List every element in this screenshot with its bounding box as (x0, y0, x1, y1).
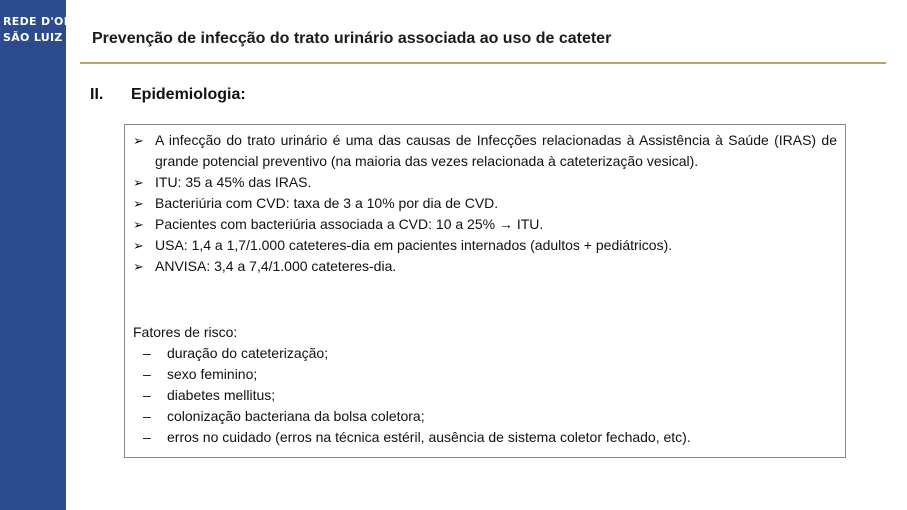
brand-logo (3, 14, 73, 46)
dash-icon: – (143, 366, 151, 382)
list-item-text: Pacientes com bacteriúria associada a CVD: 10 a 25% → ITU. (155, 216, 544, 232)
arrow-icon: ➢ (133, 196, 144, 211)
logo-line-2: SÃO LUIZ (3, 31, 63, 44)
dash-icon: – (143, 387, 151, 403)
list-item-text: A infecção do trato urinário é uma das causas de Infecções relacionadas à Assistência à Saúde (IRAS) de grande potencial preventivo (na maioria das vezes relacionada à cateterização vesical). (155, 132, 837, 169)
risk-factors (133, 322, 839, 448)
list-item-text: diabetes mellitus; (167, 387, 276, 403)
brand-sidebar (0, 0, 73, 510)
epidemiology-list (131, 130, 837, 277)
list-item-text: ITU: 35 a 45% das IRAS. (155, 174, 312, 190)
list-item (131, 235, 837, 256)
dash-icon: – (143, 408, 151, 424)
list-item (133, 343, 839, 364)
section-title: Epidemiologia: (131, 86, 246, 103)
arrow-icon: ➢ (133, 133, 144, 148)
title-divider (80, 62, 886, 64)
list-item (133, 364, 839, 385)
list-item-text: sexo feminino; (167, 366, 258, 382)
list-item (131, 256, 837, 277)
list-item-text: ANVISA: 3,4 a 7,4/1.000 cateteres-dia. (155, 258, 397, 274)
list-item-text: USA: 1,4 a 1,7/1.000 cateteres-dia em pacientes internados (adultos + pediátricos). (155, 237, 673, 253)
list-item-text: Bacteriúria com CVD: taxa de 3 a 10% por dia de CVD. (155, 195, 499, 211)
list-item (133, 385, 839, 406)
list-item-text: erros no cuidado (erros na técnica estéril, ausência de sistema coletor fechado, etc). (167, 429, 691, 445)
list-item-text: colonização bacteriana da bolsa coletora; (167, 408, 425, 424)
slide-title: Prevenção de infecção do trato urinário associada ao uso de cateter (92, 30, 612, 47)
list-item (133, 427, 839, 448)
dash-icon: – (143, 345, 151, 361)
logo-line-1: REDE D'OR (3, 15, 73, 28)
list-item (131, 193, 837, 214)
section-number: II. (90, 86, 104, 103)
arrow-icon: ➢ (133, 217, 144, 232)
list-item (131, 130, 837, 172)
arrow-icon: ➢ (133, 175, 144, 190)
list-item-text: duração do cateterização; (167, 345, 329, 361)
risk-factors-list (133, 343, 839, 448)
dash-icon: – (143, 429, 151, 445)
content-box (124, 124, 846, 458)
list-item (131, 214, 837, 235)
list-item (133, 406, 839, 427)
risk-factors-heading: Fatores de risco: (133, 324, 238, 340)
list-item (131, 172, 837, 193)
arrow-icon: ➢ (133, 259, 144, 274)
arrow-icon: ➢ (133, 238, 144, 253)
